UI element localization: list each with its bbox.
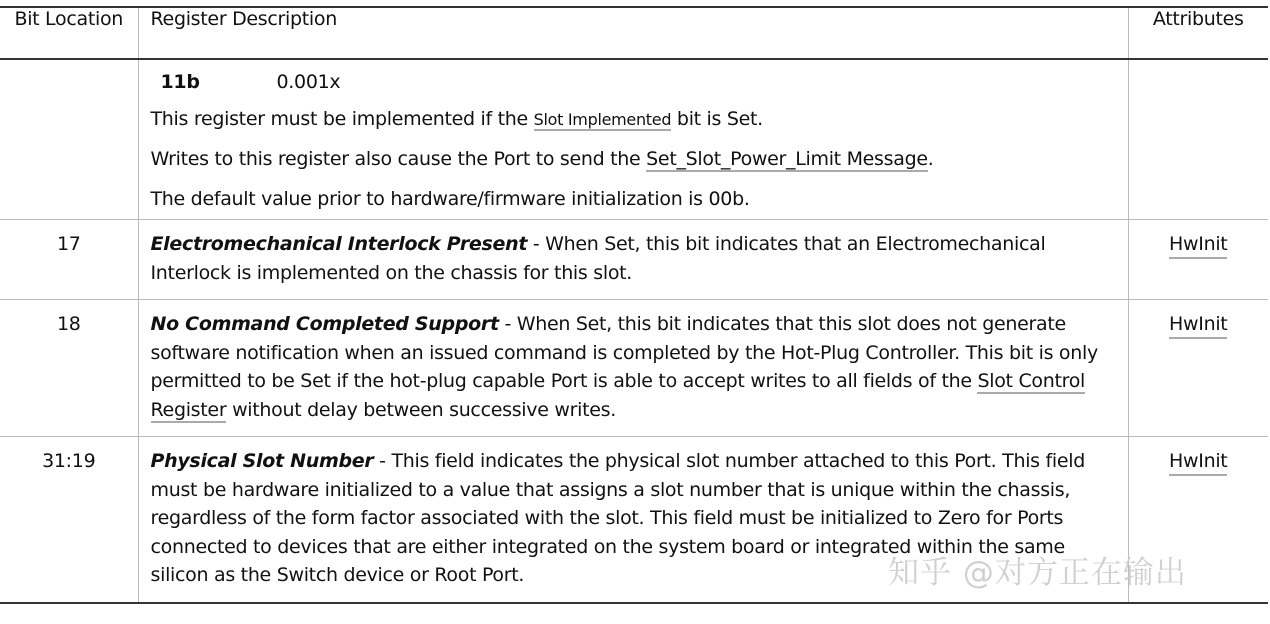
register-table (0, 6, 1268, 604)
description-line (151, 185, 1116, 214)
slot-implemented-link[interactable]: Slot Implemented (533, 109, 672, 129)
bit-location-cell: 31:19 (42, 450, 96, 472)
description-cell (138, 59, 1128, 220)
field-description: - When Set, this bit indicates that an Electromechanical Interlock is implemented on the chassis for this slot. (150, 233, 1046, 284)
line-text: Writes to this register also cause the Port to send the (150, 148, 647, 170)
line-text: The default value prior to hardware/firmware initialization is 00b. (150, 187, 750, 210)
field-name: No Command Completed Support (150, 313, 499, 335)
set-slot-power-limit-message-link[interactable]: Set_Slot_Power_Limit Message (646, 148, 928, 170)
description-line (151, 105, 1116, 135)
line-text: . (927, 148, 934, 170)
line-text: bit is Set. (671, 107, 763, 130)
attributes-cell (1128, 220, 1268, 300)
attributes-cell (1128, 300, 1268, 437)
bit-location-cell: 17 (56, 233, 81, 255)
slot-control-register-link[interactable]: Slot Control Register (150, 370, 1086, 421)
bit-location-cell (0, 59, 138, 220)
encoding-value: 0.001x (276, 71, 341, 93)
header-bit-location: Bit Location (14, 8, 124, 30)
line-text: This register must be implemented if the (150, 107, 534, 130)
encoding-code: 11b (160, 71, 200, 93)
table-row (0, 300, 1268, 437)
header-register-description: Register Description (138, 7, 1128, 59)
encoding-row (161, 68, 1116, 97)
hwinit-link[interactable]: HwInit (1169, 450, 1227, 476)
table-header-row (0, 7, 1268, 59)
table-row (0, 220, 1268, 300)
hwinit-link[interactable]: HwInit (1169, 233, 1227, 259)
description-line (151, 145, 1116, 174)
field-description: without delay between successive writes. (226, 398, 616, 421)
table-row (0, 59, 1268, 220)
field-name: Electromechanical Interlock Present (150, 233, 528, 255)
watermark: 知乎 @对方正在输出 (888, 555, 1187, 591)
hwinit-link[interactable]: HwInit (1169, 313, 1227, 339)
attributes-cell (1128, 59, 1268, 220)
field-description: - This field indicates the physical slot number attached to this Port. This field must be hardware initialized to a value that assigns a slot number that is unique within the chassis, regardless of the form factor associated with the slot. This field must be initialized to Zero for Ports connected to devices that are either integrated on the system board or integrated within the same silicon as the Switch device or Root Port. (150, 450, 1086, 586)
description-cell (138, 220, 1128, 300)
field-description: - When Set, this bit indicates that this slot does not generate software notification when an issued command is completed by the Hot-Plug Controller. This bit is only permitted to be Set if the hot-plug capable Port is able to accept writes to all fields of the (150, 313, 1098, 392)
description-cell (138, 300, 1128, 437)
field-name: Physical Slot Number (150, 450, 374, 472)
bit-location-cell: 18 (56, 313, 81, 335)
header-attributes: Attributes (1128, 7, 1268, 59)
